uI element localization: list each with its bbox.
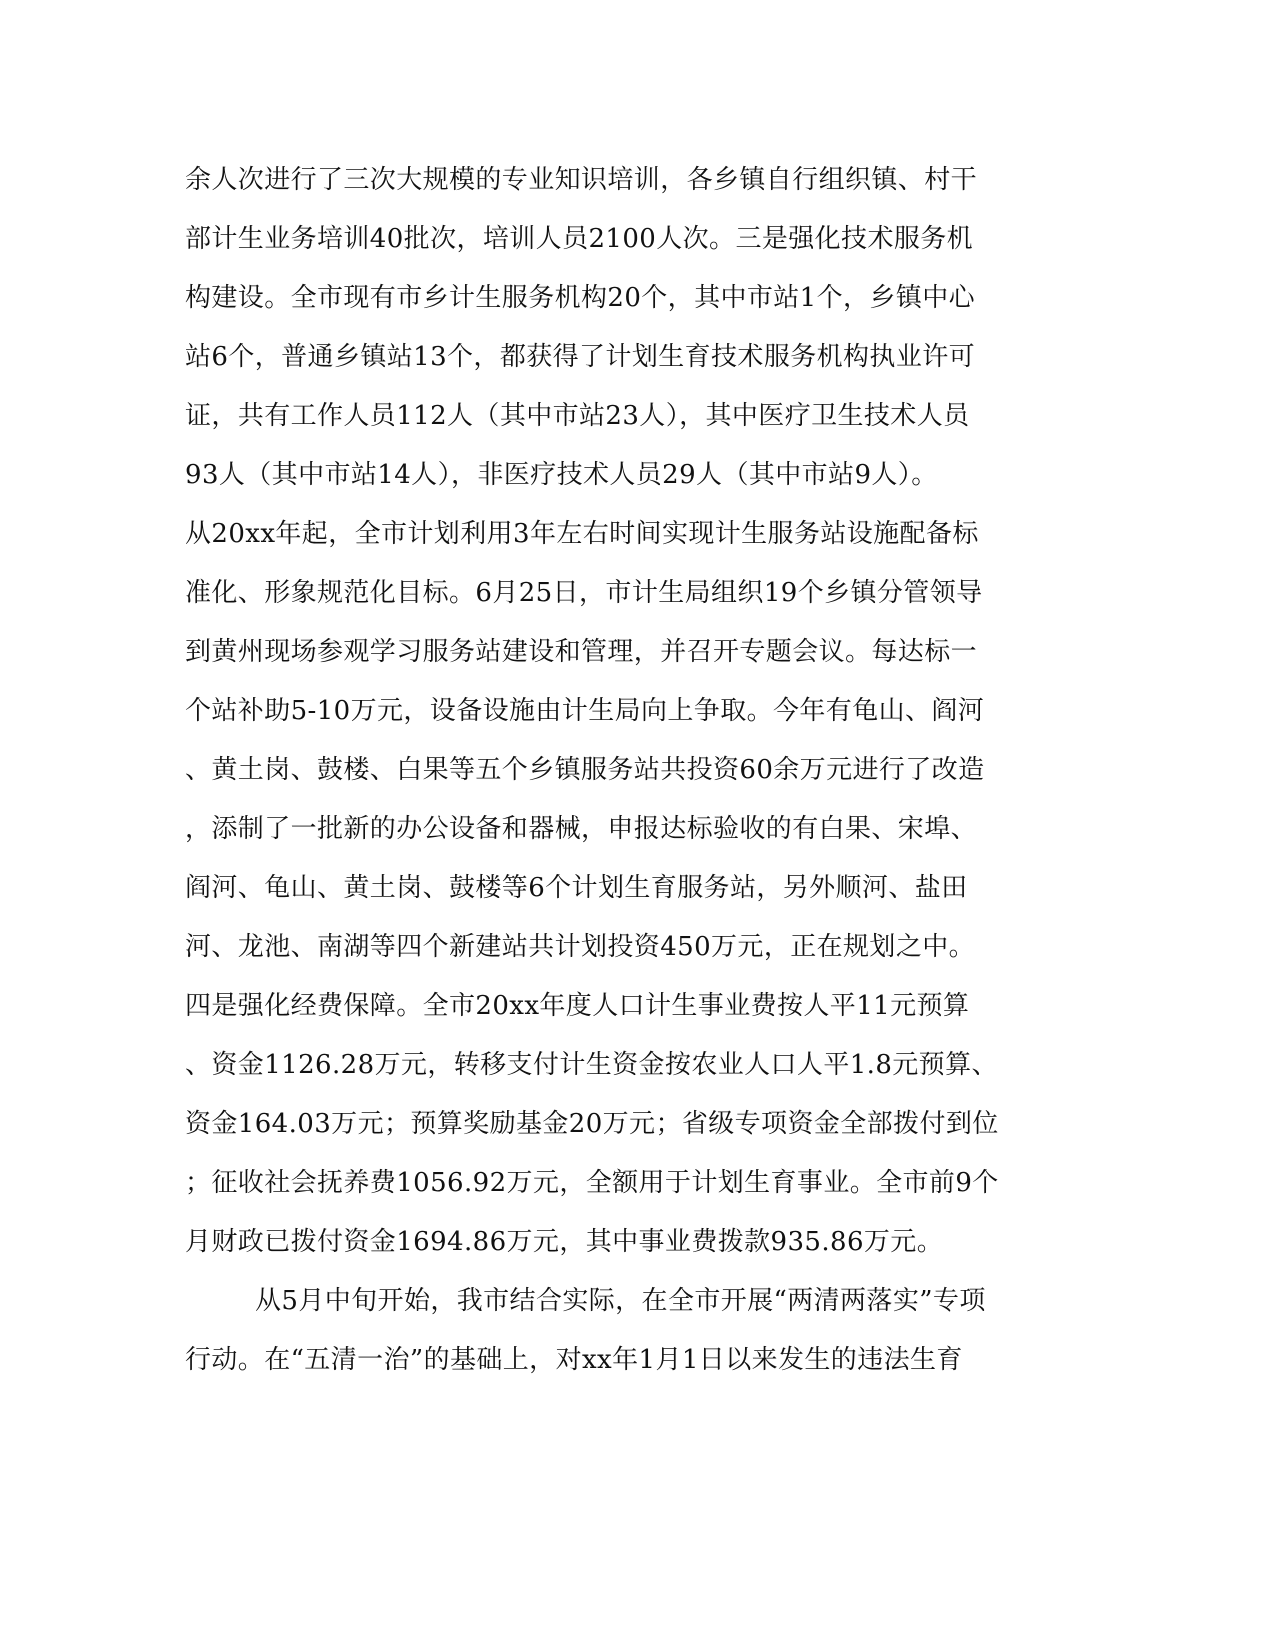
paragraph-first-line: 从5月中旬开始，我市结合实际，在全市开展“两清两落实”专项 — [255, 1286, 986, 1316]
text-line: 站6个，普通乡镇站13个，都获得了计划生育技术服务机构执业许可 — [185, 342, 976, 372]
text-line: 资金164.03万元；预算奖励基金20万元；省级专项资金全部拨付到位 — [185, 1109, 999, 1139]
text-line: 、资金1126.28万元，转移支付计生资金按农业人口人平1.8元预算、 — [185, 1050, 998, 1080]
text-line: 部计生业务培训40批次，培训人员2100人次。三是强化技术服务机 — [185, 224, 974, 254]
text-line: 证，共有工作人员112人（其中市站23人），其中医疗卫生技术人员 — [185, 401, 970, 431]
text-line: 到黄州现场参观学习服务站建设和管理，并召开专题会议。每达标一 — [185, 637, 978, 667]
text-line: 月财政已拨付资金1694.86万元，其中事业费拨款935.86万元。 — [185, 1227, 944, 1257]
text-line: 个站补助5-10万元，设备设施由计生局向上争取。今年有龟山、阎河 — [185, 696, 985, 726]
text-line: 准化、形象规范化目标。6月25日，市计生局组织19个乡镇分管领导 — [185, 578, 983, 608]
text-line: 余人次进行了三次大规模的专业知识培训，各乡镇自行组织镇、村干 — [185, 165, 978, 195]
text-line: ；征收社会抚养费1056.92万元，全额用于计划生育事业。全市前9个 — [185, 1168, 999, 1198]
text-line: 93人（其中市站14人），非医疗技术人员29人（其中市站9人）。 — [185, 460, 938, 490]
text-line: 、黄土岗、鼓楼、白果等五个乡镇服务站共投资60余万元进行了改造 — [185, 755, 985, 785]
text-line: 行动。在“五清一治”的基础上，对xx年1月1日以来发生的违法生育 — [185, 1345, 963, 1375]
text-line: 构建设。全市现有市乡计生服务机构20个，其中市站1个，乡镇中心 — [185, 283, 976, 313]
text-line: 阎河、龟山、黄土岗、鼓楼等6个计划生育服务站，另外顺河、盐田 — [185, 873, 968, 903]
text-line: 河、龙池、南湖等四个新建站共计划投资450万元，正在规划之中。 — [185, 932, 976, 962]
text-line: 从20xx年起，全市计划利用3年左右时间实现计生服务站设施配备标 — [185, 519, 979, 549]
text-line: 四是强化经费保障。全市20xx年度人口计生事业费按人平11元预算 — [185, 991, 970, 1021]
text-line: ，添制了一批新的办公设备和器械，申报达标验收的有白果、宋埠、 — [185, 814, 978, 844]
